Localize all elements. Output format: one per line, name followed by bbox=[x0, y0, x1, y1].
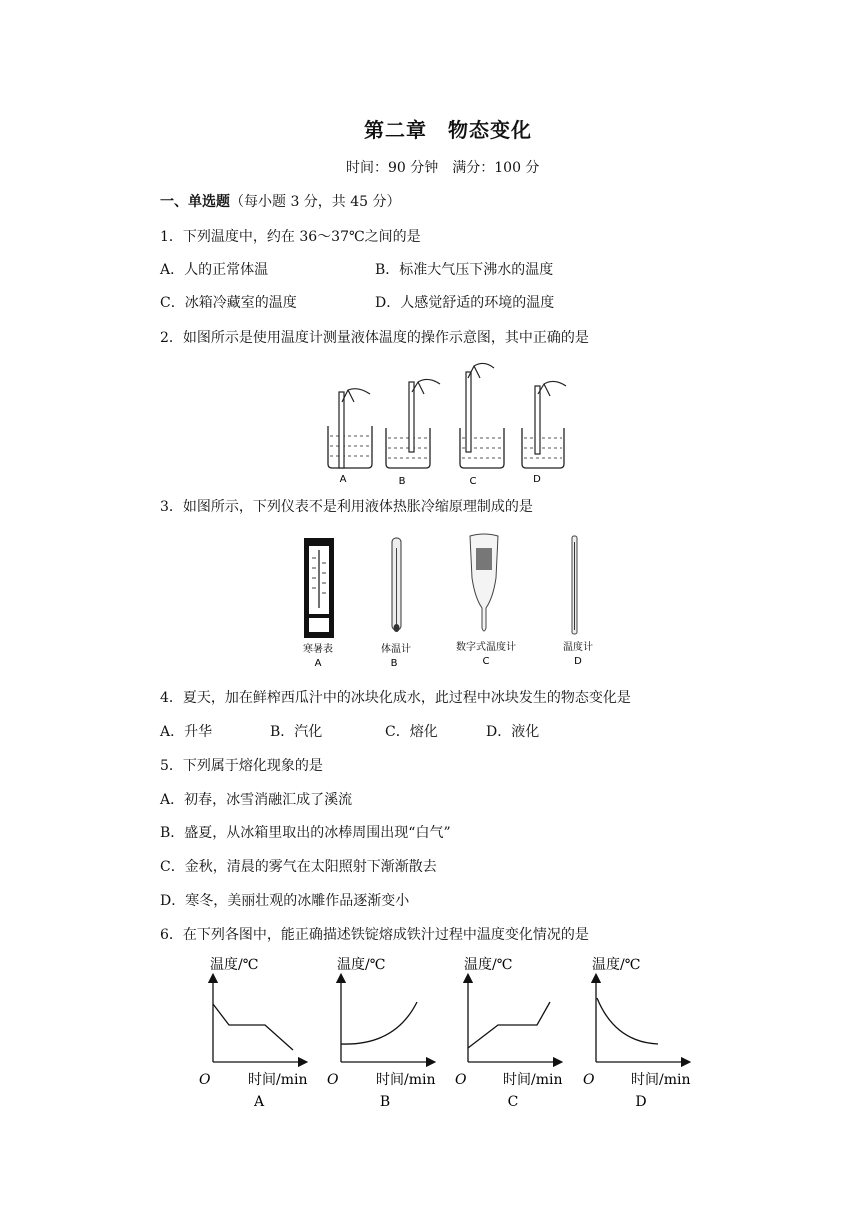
q4-option-d: D．液化 bbox=[486, 724, 540, 740]
thermometer-d bbox=[535, 386, 540, 454]
q5-option-c: C．金秋，清晨的雾气在太阳照射下渐渐散去 bbox=[160, 859, 437, 875]
graph-d-label: D bbox=[635, 1094, 647, 1110]
q2-beaker-figure bbox=[318, 358, 578, 486]
q3-label-c: C bbox=[482, 656, 490, 667]
curve-d bbox=[597, 998, 658, 1044]
q2-label-a: A bbox=[339, 474, 347, 485]
graph-b bbox=[327, 956, 436, 1110]
q5-option-b: B．盛夏，从冰箱里取出的冰棒周围出现“白气” bbox=[160, 825, 451, 841]
q4-option-b: B．汽化 bbox=[270, 724, 323, 740]
curve-c bbox=[468, 1002, 550, 1048]
curve-b bbox=[341, 1002, 417, 1044]
graph-b-origin: O bbox=[327, 1072, 339, 1088]
q2-label-d: D bbox=[533, 474, 541, 485]
q5-stem: 5．下列属于熔化现象的是 bbox=[160, 758, 323, 774]
graph-b-label: B bbox=[379, 1094, 391, 1110]
q3-stem: 3．如图所示，下列仪表不是利用液体热胀冷缩原理制成的是 bbox=[160, 499, 533, 515]
section-title: 一、单选题 bbox=[160, 194, 230, 210]
hand-c bbox=[468, 363, 494, 378]
q2-label-b: B bbox=[398, 476, 406, 486]
section-heading bbox=[160, 191, 401, 211]
graph-a-origin: O bbox=[199, 1072, 211, 1088]
q1-stem: 1．下列温度中，约在 36～37℃之间的是 bbox=[160, 229, 421, 245]
hand-d bbox=[538, 381, 566, 396]
q3-label-a: A bbox=[314, 658, 322, 669]
graph-a-label: A bbox=[253, 1094, 265, 1110]
graph-c-label: C bbox=[507, 1094, 519, 1110]
q1-option-a: A．人的正常体温 bbox=[160, 262, 269, 278]
q3-name-c: 数字式温度计 bbox=[456, 642, 516, 653]
thermometer-b bbox=[409, 382, 414, 452]
q5-option-d: D．寒冬，美丽壮观的冰雕作品逐渐变小 bbox=[160, 893, 410, 909]
thermometer-c bbox=[466, 372, 471, 452]
graph-c bbox=[455, 956, 563, 1110]
hand-a bbox=[342, 389, 370, 402]
q2-label-c: C bbox=[469, 476, 477, 486]
q3-instrument-figure bbox=[298, 528, 598, 670]
q3-name-d: 温度计 bbox=[563, 642, 593, 653]
curve-a bbox=[213, 1004, 293, 1050]
graph-b-xlabel: 时间/min bbox=[376, 1072, 436, 1088]
q5-option-a: A．初春，冰雪消融汇成了溪流 bbox=[160, 792, 353, 808]
beaker-a bbox=[328, 426, 372, 468]
q4-stem: 4．夏天，加在鲜榨西瓜汁中的冰块化成水，此过程中冰块发生的物态变化是 bbox=[160, 690, 631, 706]
graph-d bbox=[583, 956, 691, 1110]
q1-option-d: D．人感觉舒适的环境的温度 bbox=[375, 295, 555, 311]
page-title: 第二章 物态变化 bbox=[364, 118, 532, 142]
graph-b-ylabel: 温度/℃ bbox=[337, 957, 386, 973]
q1-option-c: C．冰箱冷藏室的温度 bbox=[160, 295, 297, 311]
q6-stem: 6．在下列各图中，能正确描述铁锭熔成铁汁过程中温度变化情况的是 bbox=[160, 927, 589, 943]
q3-label-b: B bbox=[390, 658, 398, 669]
q1-option-b: B．标准大气压下沸水的温度 bbox=[375, 262, 554, 278]
section-note: （每小题 3 分，共 45 分） bbox=[230, 194, 401, 210]
thermometer-a bbox=[339, 392, 344, 468]
q4-option-c: C．熔化 bbox=[385, 724, 438, 740]
hand-b bbox=[412, 379, 440, 394]
q4-option-a: A．升华 bbox=[160, 724, 213, 740]
graph-d-origin: O bbox=[583, 1072, 595, 1088]
q2-stem: 2．如图所示是使用温度计测量液体温度的操作示意图，其中正确的是 bbox=[160, 330, 589, 346]
q3-name-a: 寒暑表 bbox=[303, 644, 333, 655]
graph-a-xlabel: 时间/min bbox=[248, 1072, 308, 1088]
graph-d-ylabel: 温度/℃ bbox=[592, 957, 641, 973]
graph-a bbox=[199, 956, 308, 1110]
graph-c-xlabel: 时间/min bbox=[503, 1072, 563, 1088]
exam-info: 时间：90 分钟 满分：100 分 bbox=[346, 160, 540, 176]
q3-name-b: 体温计 bbox=[381, 644, 411, 655]
graph-c-ylabel: 温度/℃ bbox=[464, 957, 513, 973]
graph-d-xlabel: 时间/min bbox=[631, 1072, 691, 1088]
graph-a-ylabel: 温度/℃ bbox=[210, 957, 259, 973]
graph-c-origin: O bbox=[455, 1072, 467, 1088]
q6-graphs-figure bbox=[195, 950, 705, 1110]
q3-label-d: D bbox=[574, 656, 582, 667]
